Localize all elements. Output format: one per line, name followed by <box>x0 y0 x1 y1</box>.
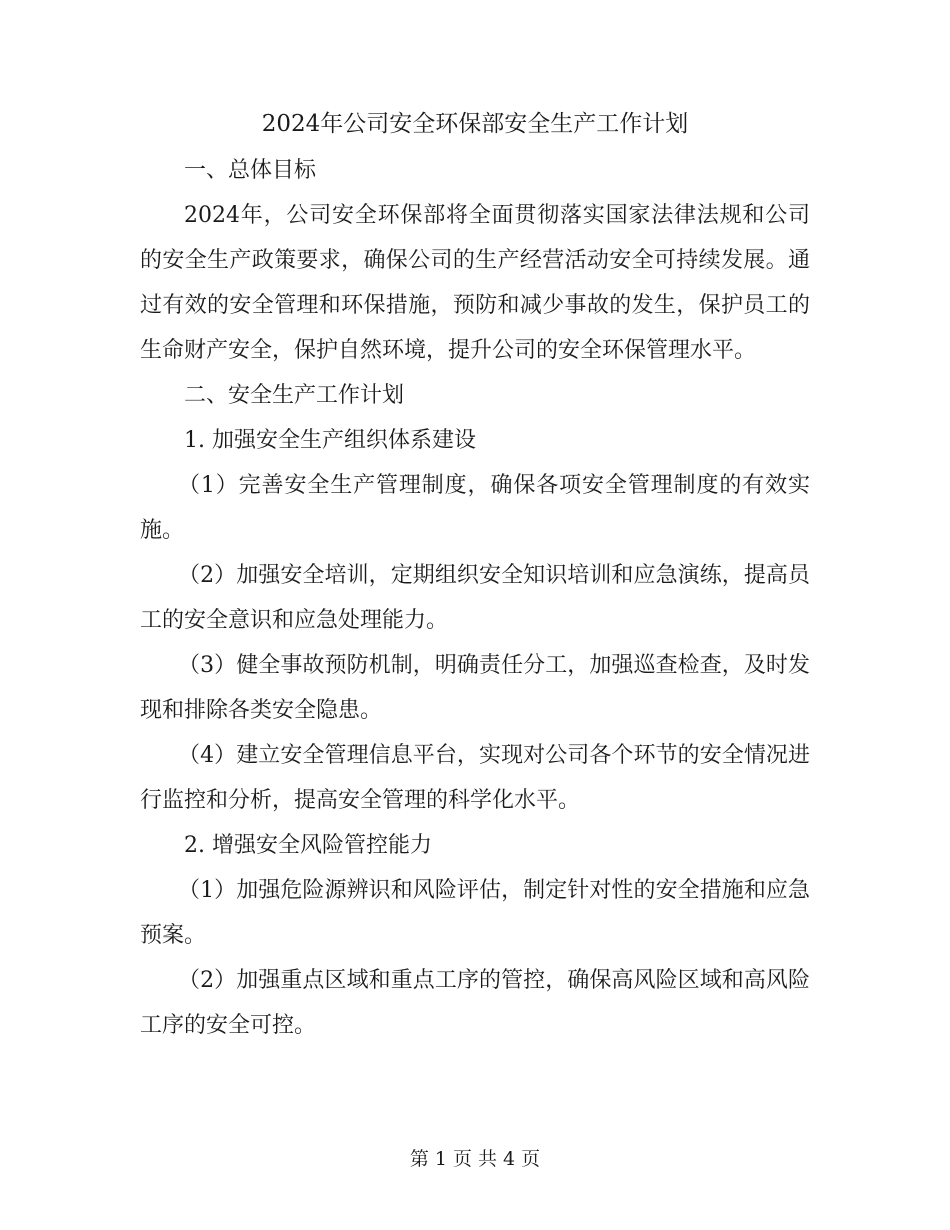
page-footer: 第 1 页 共 4 页 <box>409 1148 541 1170</box>
list-item-organization-4: （4）建立安全管理信息平台，实现对公司各个环节的安全情况进行监控和分析，提高安全管理的科学化水平。 <box>140 743 810 813</box>
subsection-heading-organization: 1. 加强安全生产组织体系建设 <box>184 428 476 453</box>
document-title: 2024年公司安全环保部安全生产工作计划 <box>261 111 689 137</box>
section-heading-overall-goal: 一、总体目标 <box>184 158 317 183</box>
list-item-risk-control-1: （1）加强危险源辨识和风险评估，制定针对性的安全措施和应急预案。 <box>140 878 810 948</box>
list-item-risk-control-2: （2）加强重点区域和重点工序的管控，确保高风险区域和高风险工序的安全可控。 <box>140 968 810 1038</box>
section-heading-work-plan: 二、安全生产工作计划 <box>184 383 405 408</box>
list-item-organization-1: （1）完善安全生产管理制度，确保各项安全管理制度的有效实施。 <box>140 473 810 543</box>
list-item-organization-3: （3）健全事故预防机制，明确责任分工，加强巡查检查，及时发现和排除各类安全隐患。 <box>140 653 810 723</box>
subsection-heading-risk-control: 2. 增强安全风险管控能力 <box>184 833 432 858</box>
document-body <box>140 148 810 1048</box>
overall-goal-paragraph: 2024年，公司安全环保部将全面贯彻落实国家法律法规和公司的安全生产政策要求，确保公司的生产经营活动安全可持续发展。通过有效的安全管理和环保措施，预防和减少事故的发生，保护员工的生命财产安全，保护自然环境，提升公司的安全环保管理水平。 <box>140 203 810 363</box>
list-item-organization-2: （2）加强安全培训，定期组织安全知识培训和应急演练，提高员工的安全意识和应急处理能力。 <box>140 563 810 633</box>
